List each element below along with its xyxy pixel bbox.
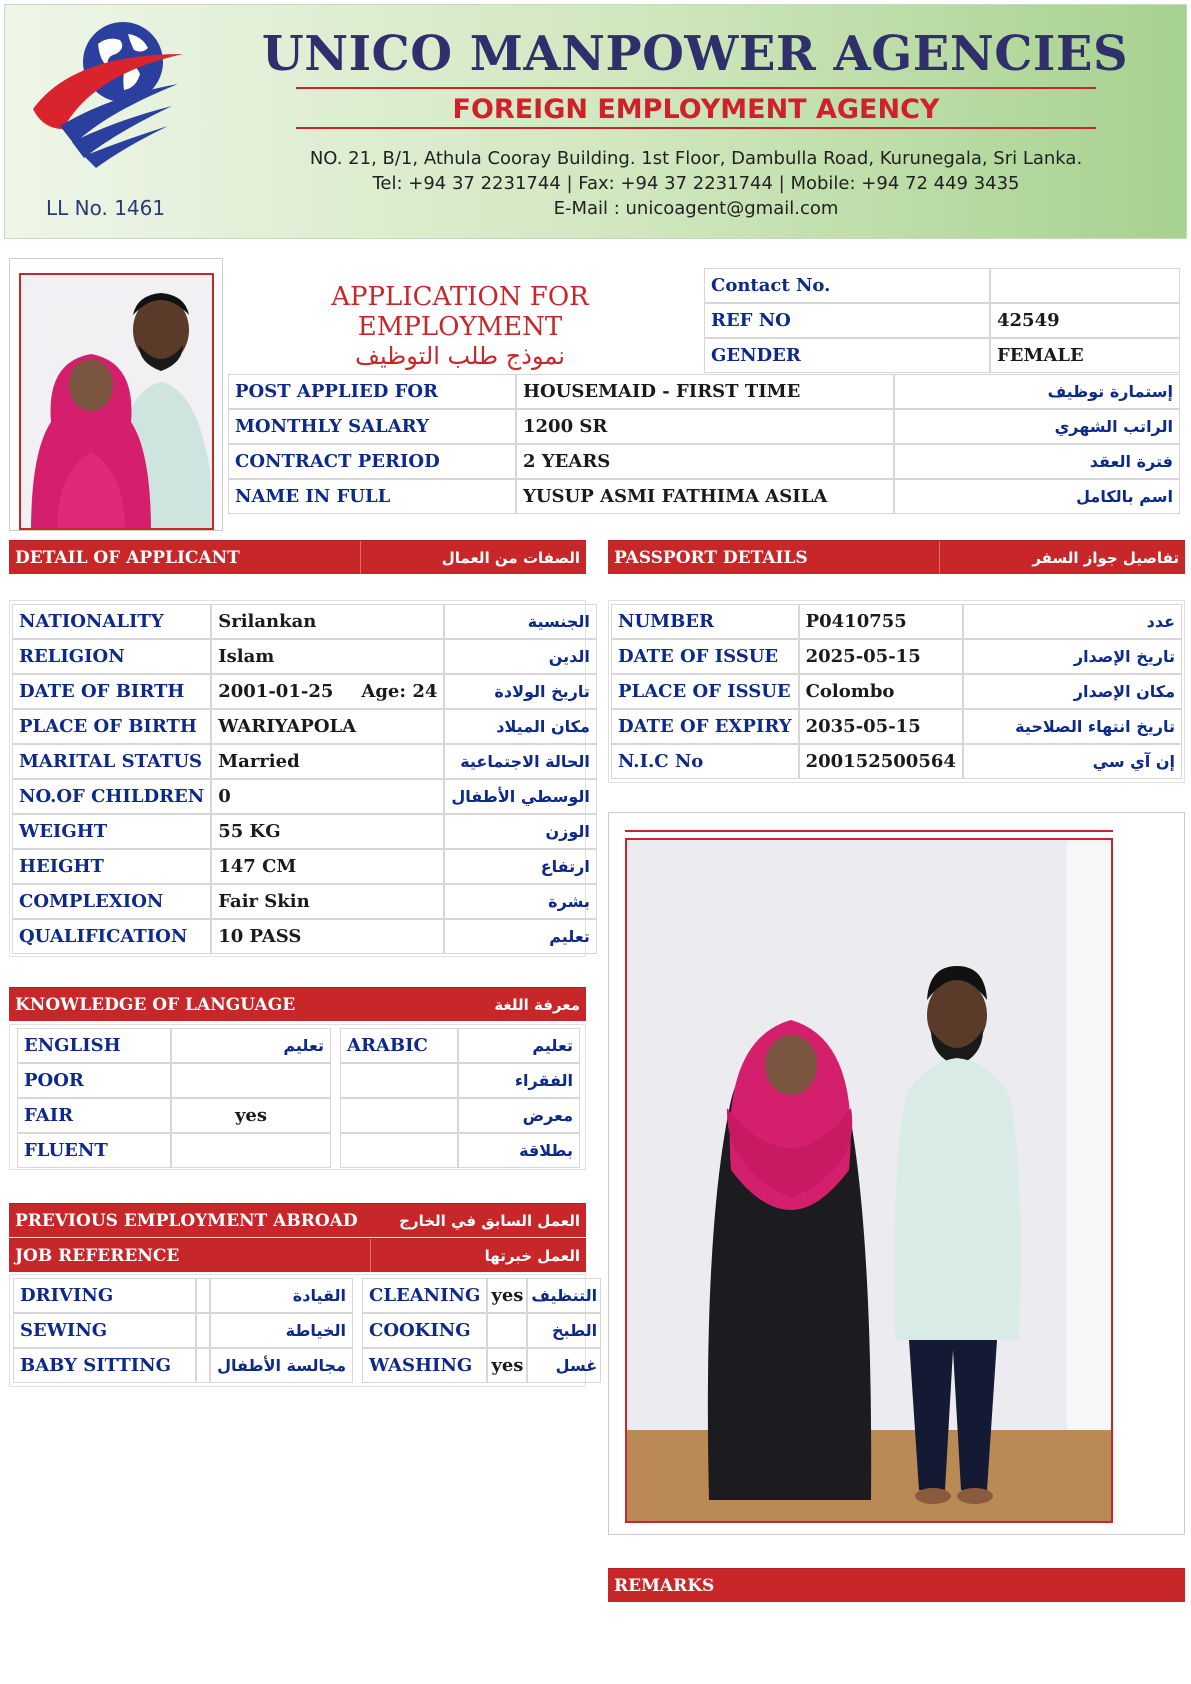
contract-label-arabic: فترة العقد bbox=[894, 444, 1180, 479]
skill-label-arabic: مجالسة الأطفال bbox=[210, 1348, 353, 1383]
row-label: PLACE OF BIRTH bbox=[12, 709, 211, 744]
english-label: ENGLISH bbox=[17, 1028, 171, 1063]
gender-value: FEMALE bbox=[990, 338, 1180, 373]
name-value: YUSUP ASMI FATHIMA ASILA bbox=[516, 479, 894, 514]
level-label: POOR bbox=[17, 1063, 171, 1098]
section-title-arabic: العمل السابق في الخارج bbox=[399, 1211, 580, 1230]
dob-value: 2001-01-25 bbox=[218, 681, 334, 702]
age-value: 24 bbox=[412, 681, 438, 702]
row-label-arabic: ارتفاع bbox=[444, 849, 596, 884]
table-row bbox=[228, 374, 1180, 409]
table-row bbox=[17, 1028, 331, 1063]
globe-swoosh-logo-icon bbox=[28, 14, 193, 174]
table-row bbox=[362, 1278, 601, 1313]
row-label-arabic: الوزن bbox=[444, 814, 596, 849]
english-level-value: yes bbox=[171, 1098, 331, 1133]
name-label-arabic: اسم بالكامل bbox=[894, 479, 1180, 514]
row-label: NATIONALITY bbox=[12, 604, 211, 639]
row-label: PLACE OF ISSUE bbox=[611, 674, 799, 709]
row-label: RELIGION bbox=[12, 639, 211, 674]
table-row bbox=[611, 639, 1182, 674]
row-label: DATE OF ISSUE bbox=[611, 639, 799, 674]
table-row bbox=[12, 604, 597, 639]
row-label-arabic: بشرة bbox=[444, 884, 596, 919]
table-row bbox=[340, 1063, 580, 1098]
table-row bbox=[12, 639, 597, 674]
arabic-table bbox=[340, 1028, 580, 1168]
applicant-full-photo bbox=[625, 838, 1113, 1523]
contract-value: 2 YEARS bbox=[516, 444, 894, 479]
row-label: COMPLEXION bbox=[12, 884, 211, 919]
applicant-table bbox=[12, 604, 597, 954]
arabic-level-value bbox=[340, 1063, 458, 1098]
skill-label: BABY SITTING bbox=[13, 1348, 196, 1383]
row-label: NUMBER bbox=[611, 604, 799, 639]
section-title: DETAIL OF APPLICANT bbox=[15, 547, 240, 568]
name-label: NAME IN FULL bbox=[228, 479, 516, 514]
section-header-job-reference bbox=[9, 1238, 586, 1272]
table-row bbox=[17, 1133, 331, 1168]
contact-table bbox=[704, 268, 1180, 373]
table-row bbox=[12, 744, 597, 779]
section-title: PASSPORT DETAILS bbox=[614, 547, 808, 568]
section-title-arabic: معرفة اللغة bbox=[494, 995, 580, 1014]
arabic-label-arabic: تعليم bbox=[458, 1028, 580, 1063]
table-row bbox=[13, 1278, 353, 1313]
page-title-arabic: نموذج طلب التوظيف bbox=[355, 342, 565, 370]
row-value: Married bbox=[211, 744, 444, 779]
table-row bbox=[13, 1313, 353, 1348]
row-label-arabic: الوسطي الأطفال bbox=[444, 779, 596, 814]
section-header-remarks bbox=[608, 1568, 1185, 1602]
english-table bbox=[17, 1028, 331, 1168]
skill-value bbox=[196, 1348, 210, 1383]
arabic-level-value bbox=[340, 1098, 458, 1133]
salary-value: 1200 SR bbox=[516, 409, 894, 444]
row-value: Fair Skin bbox=[211, 884, 444, 919]
salary-label-arabic: الراتب الشهري bbox=[894, 409, 1180, 444]
table-row bbox=[12, 884, 597, 919]
row-value: 2035-05-15 bbox=[799, 709, 963, 744]
table-row bbox=[17, 1063, 331, 1098]
section-title: PREVIOUS EMPLOYMENT ABROAD bbox=[15, 1210, 358, 1231]
skill-label-arabic: القيادة bbox=[210, 1278, 353, 1313]
row-value: Srilankan bbox=[211, 604, 444, 639]
skill-label: COOKING bbox=[362, 1313, 487, 1348]
row-label-arabic: الحالة الاجتماعية bbox=[444, 744, 596, 779]
divider bbox=[296, 87, 1096, 89]
skill-label-arabic: الطبخ bbox=[527, 1313, 601, 1348]
english-level-value bbox=[171, 1063, 331, 1098]
row-value: Colombo bbox=[799, 674, 963, 709]
section-header-previous-employment bbox=[9, 1203, 586, 1237]
contact-value bbox=[990, 268, 1180, 303]
row-label-arabic: مكان الإصدار bbox=[963, 674, 1182, 709]
english-label-arabic: تعليم bbox=[171, 1028, 331, 1063]
row-label: N.I.C No bbox=[611, 744, 799, 779]
row-value: 10 PASS bbox=[211, 919, 444, 954]
passport-table bbox=[611, 604, 1182, 779]
skill-label: WASHING bbox=[362, 1348, 487, 1383]
table-row bbox=[12, 709, 597, 744]
table-row bbox=[362, 1313, 601, 1348]
skill-value: yes bbox=[487, 1278, 527, 1313]
section-header-language bbox=[9, 987, 586, 1021]
skill-label: SEWING bbox=[13, 1313, 196, 1348]
skills-table-right bbox=[362, 1278, 601, 1383]
row-label-arabic: عدد bbox=[963, 604, 1182, 639]
section-title-arabic: العمل خبرتها bbox=[370, 1239, 580, 1272]
agency-address: NO. 21, B/1, Athula Cooray Building. 1st Floor, Dambulla Road, Kurunegala, Sri Lanka. bbox=[309, 148, 1083, 169]
row-value: 2025-05-15 bbox=[799, 639, 963, 674]
level-label: FAIR bbox=[17, 1098, 171, 1133]
age-label: Age: bbox=[361, 681, 407, 702]
table-row bbox=[340, 1133, 580, 1168]
skill-value bbox=[487, 1313, 527, 1348]
table-row bbox=[611, 709, 1182, 744]
skill-label-arabic: غسل bbox=[527, 1348, 601, 1383]
post-table bbox=[228, 374, 1180, 514]
row-label-arabic: تاريخ الإصدار bbox=[963, 639, 1182, 674]
level-label-arabic: بطلاقة bbox=[458, 1133, 580, 1168]
table-row bbox=[228, 479, 1180, 514]
row-label: DATE OF EXPIRY bbox=[611, 709, 799, 744]
row-label: NO.OF CHILDREN bbox=[12, 779, 211, 814]
table-row bbox=[611, 744, 1182, 779]
table-row bbox=[340, 1028, 580, 1063]
row-label-arabic: تاريخ انتهاء الصلاحية bbox=[963, 709, 1182, 744]
divider bbox=[625, 830, 1113, 832]
row-label: QUALIFICATION bbox=[12, 919, 211, 954]
arabic-level-value bbox=[340, 1133, 458, 1168]
table-row bbox=[228, 444, 1180, 479]
skill-label-arabic: الخياطة bbox=[210, 1313, 353, 1348]
license-number: LL No. 1461 bbox=[46, 196, 166, 220]
table-row bbox=[13, 1348, 353, 1383]
section-title-arabic: الصفات من العمال bbox=[360, 541, 580, 574]
level-label-arabic: معرض bbox=[458, 1098, 580, 1133]
skill-label: CLEANING bbox=[362, 1278, 487, 1313]
divider bbox=[296, 127, 1096, 129]
table-row bbox=[340, 1098, 580, 1133]
agency-phones: Tel: +94 37 2231744 | Fax: +94 37 2231744 | Mobile: +94 72 449 3435 bbox=[372, 173, 1020, 194]
agency-name: UNICO MANPOWER AGENCIES bbox=[261, 26, 1129, 82]
row-label-arabic: مكان الميلاد bbox=[444, 709, 596, 744]
arabic-label: ARABIC bbox=[340, 1028, 458, 1063]
table-row bbox=[611, 604, 1182, 639]
row-value: 0 bbox=[211, 779, 444, 814]
row-value bbox=[211, 674, 444, 709]
skill-label-arabic: التنظيف bbox=[527, 1278, 601, 1313]
row-value: 147 CM bbox=[211, 849, 444, 884]
section-title: KNOWLEDGE OF LANGUAGE bbox=[15, 994, 296, 1015]
row-label: HEIGHT bbox=[12, 849, 211, 884]
section-title-arabic: تفاصيل جواز السفر bbox=[939, 541, 1179, 574]
skill-value: yes bbox=[487, 1348, 527, 1383]
page-title: APPLICATION FOR EMPLOYMENT bbox=[331, 282, 589, 342]
table-row bbox=[611, 674, 1182, 709]
agency-email: E-Mail : unicoagent@gmail.com bbox=[553, 198, 839, 219]
row-label: WEIGHT bbox=[12, 814, 211, 849]
table-row bbox=[12, 919, 597, 954]
table-row bbox=[228, 409, 1180, 444]
row-value: P0410755 bbox=[799, 604, 963, 639]
section-header-passport bbox=[608, 540, 1185, 574]
table-row bbox=[17, 1098, 331, 1133]
level-label: FLUENT bbox=[17, 1133, 171, 1168]
skill-value bbox=[196, 1313, 210, 1348]
row-label-arabic: الجنسية bbox=[444, 604, 596, 639]
level-label-arabic: الفقراء bbox=[458, 1063, 580, 1098]
row-value: WARIYAPOLA bbox=[211, 709, 444, 744]
row-label: DATE OF BIRTH bbox=[12, 674, 211, 709]
row-value: 200152500564 bbox=[799, 744, 963, 779]
salary-label: MONTHLY SALARY bbox=[228, 409, 516, 444]
row-label-arabic: إن آي سي bbox=[963, 744, 1182, 779]
post-label-arabic: إستمارة توظيف bbox=[894, 374, 1180, 409]
row-value: Islam bbox=[211, 639, 444, 674]
contract-label: CONTRACT PERIOD bbox=[228, 444, 516, 479]
skill-value bbox=[196, 1278, 210, 1313]
row-label-arabic: تعليم bbox=[444, 919, 596, 954]
table-row bbox=[12, 674, 597, 709]
post-label: POST APPLIED FOR bbox=[228, 374, 516, 409]
row-label-arabic: تاريخ الولادة bbox=[444, 674, 596, 709]
applicant-photo bbox=[19, 273, 214, 530]
agency-subtitle: FOREIGN EMPLOYMENT AGENCY bbox=[452, 94, 940, 125]
table-row bbox=[12, 814, 597, 849]
skills-table-left bbox=[13, 1278, 353, 1383]
gender-label: GENDER bbox=[704, 338, 990, 373]
post-value: HOUSEMAID - FIRST TIME bbox=[516, 374, 894, 409]
section-title: REMARKS bbox=[614, 1575, 715, 1596]
skill-label: DRIVING bbox=[13, 1278, 196, 1313]
english-level-value bbox=[171, 1133, 331, 1168]
section-title: JOB REFERENCE bbox=[15, 1245, 180, 1266]
contact-label: Contact No. bbox=[704, 268, 990, 303]
section-header-applicant bbox=[9, 540, 586, 574]
row-label-arabic: الدين bbox=[444, 639, 596, 674]
row-value: 55 KG bbox=[211, 814, 444, 849]
row-label: MARITAL STATUS bbox=[12, 744, 211, 779]
table-row bbox=[12, 779, 597, 814]
ref-label: REF NO bbox=[704, 303, 990, 338]
ref-value: 42549 bbox=[990, 303, 1180, 338]
table-row bbox=[362, 1348, 601, 1383]
table-row bbox=[12, 849, 597, 884]
